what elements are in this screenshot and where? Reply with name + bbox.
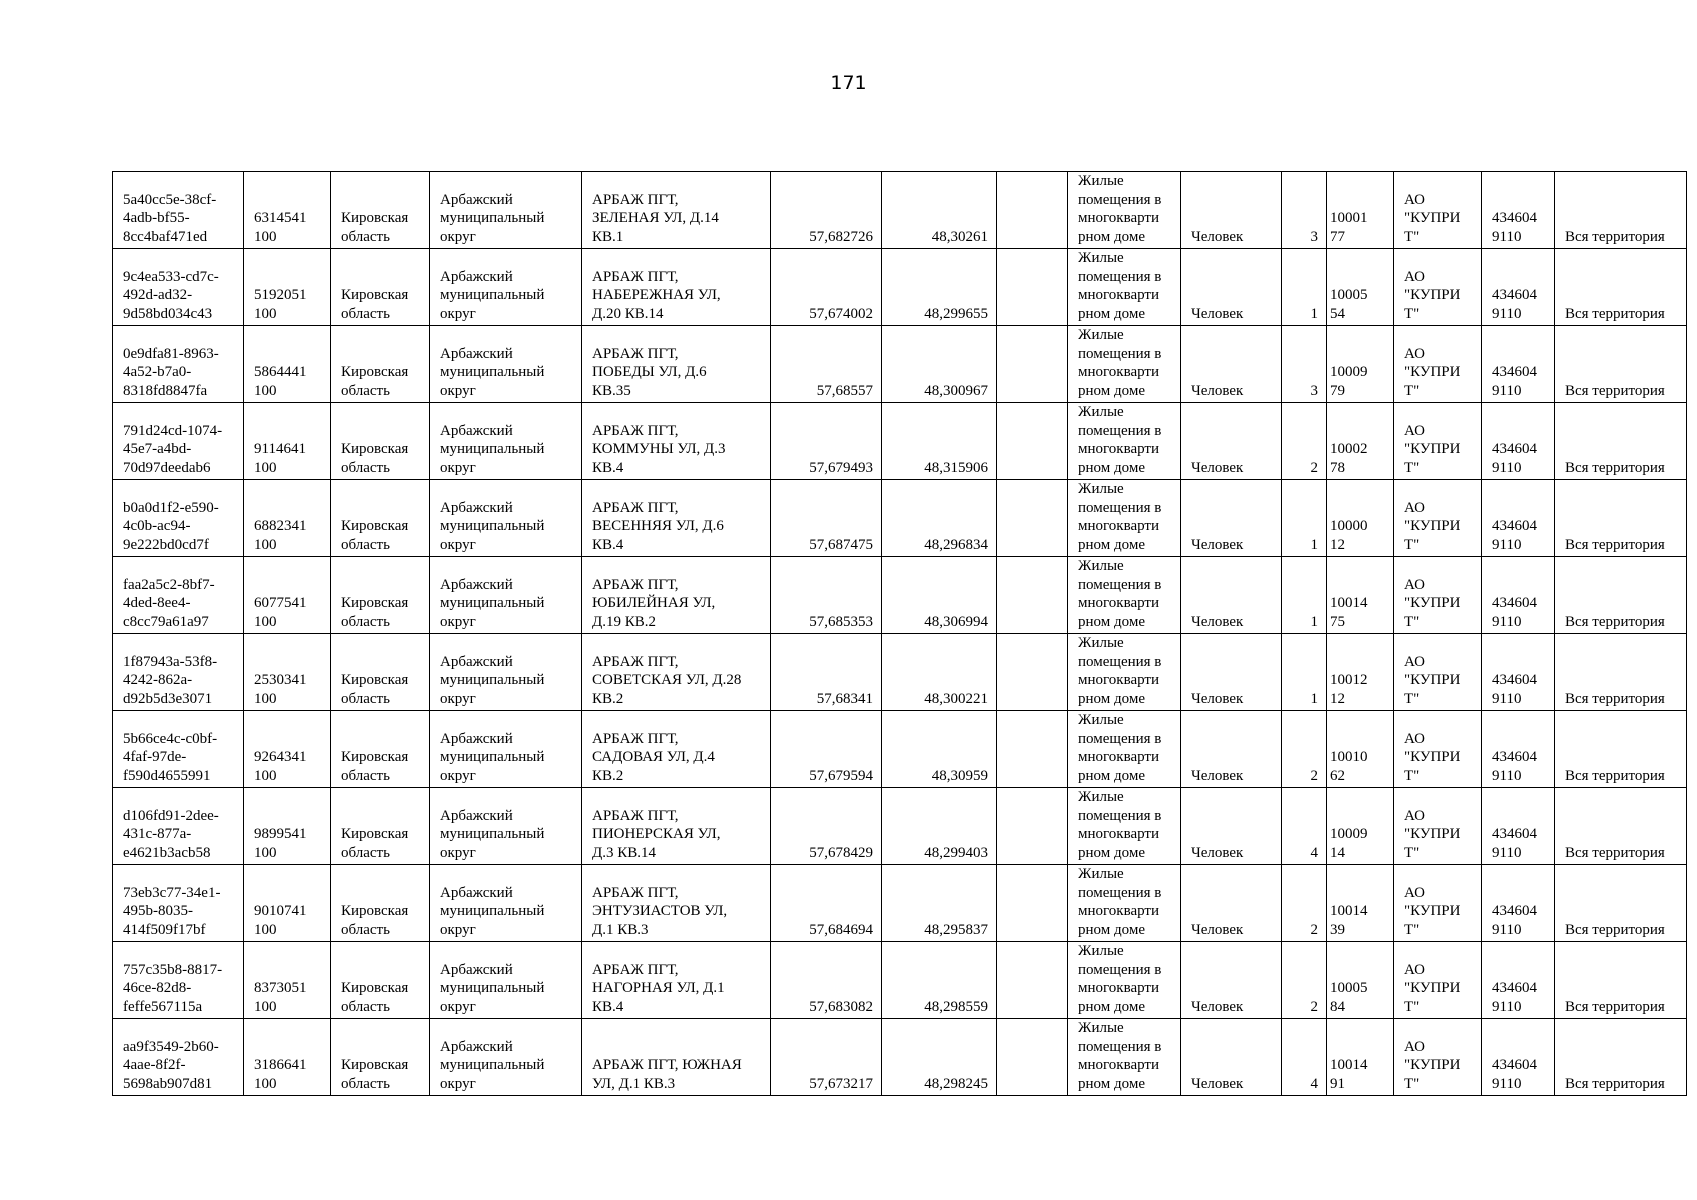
cell-empty-column xyxy=(997,788,1068,865)
cell-premises-type: Жилые помещения в многокварти рном доме xyxy=(1068,1019,1181,1096)
cell-oktmo-code: 5864441 100 xyxy=(244,326,331,403)
cell-record-id: aa9f3549-2b60- 4aae-8f2f- 5698ab907d81 xyxy=(113,1019,244,1096)
cell-person-count: 2 xyxy=(1282,865,1327,942)
cell-region: Кировская область xyxy=(331,634,430,711)
cell-empty-column xyxy=(997,711,1068,788)
cell-municipality: Арбажский муниципальный округ xyxy=(430,788,582,865)
cell-oktmo-code: 2530341 100 xyxy=(244,634,331,711)
cell-provider-inn: 434604 9110 xyxy=(1482,788,1555,865)
cell-municipality: Арбажский муниципальный округ xyxy=(430,865,582,942)
cell-latitude: 57,673217 xyxy=(771,1019,882,1096)
cell-empty-column xyxy=(997,480,1068,557)
cell-premises-type: Жилые помещения в многокварти рном доме xyxy=(1068,942,1181,1019)
cell-region: Кировская область xyxy=(331,865,430,942)
cell-oktmo-code: 9010741 100 xyxy=(244,865,331,942)
cell-provider-inn: 434604 9110 xyxy=(1482,480,1555,557)
cell-service-code: 10014 75 xyxy=(1327,557,1394,634)
cell-territory: Вся территория xyxy=(1555,788,1687,865)
cell-provider-inn: 434604 9110 xyxy=(1482,249,1555,326)
cell-record-id: 5b66ce4c-c0bf- 4faf-97de- f590d4655991 xyxy=(113,711,244,788)
table-row xyxy=(113,403,1687,480)
cell-person-count: 2 xyxy=(1282,711,1327,788)
cell-premises-type: Жилые помещения в многокварти рном доме xyxy=(1068,326,1181,403)
cell-premises-type: Жилые помещения в многокварти рном доме xyxy=(1068,249,1181,326)
table-row xyxy=(113,788,1687,865)
table-row xyxy=(113,480,1687,557)
cell-premises-type: Жилые помещения в многокварти рном доме xyxy=(1068,480,1181,557)
cell-territory: Вся территория xyxy=(1555,403,1687,480)
cell-premises-type: Жилые помещения в многокварти рном доме xyxy=(1068,557,1181,634)
cell-unit: Человек xyxy=(1181,942,1282,1019)
cell-provider-inn: 434604 9110 xyxy=(1482,634,1555,711)
cell-provider-inn: 434604 9110 xyxy=(1482,865,1555,942)
cell-longitude: 48,299655 xyxy=(882,249,997,326)
cell-service-code: 10009 14 xyxy=(1327,788,1394,865)
cell-record-id: d106fd91-2dee- 431c-877a- e4621b3acb58 xyxy=(113,788,244,865)
cell-region: Кировская область xyxy=(331,557,430,634)
cell-record-id: 757c35b8-8817- 46ce-82d8- feffe567115a xyxy=(113,942,244,1019)
cell-empty-column xyxy=(997,557,1068,634)
cell-region: Кировская область xyxy=(331,403,430,480)
cell-record-id: 9c4ea533-cd7c- 492d-ad32- 9d58bd034c43 xyxy=(113,249,244,326)
cell-empty-column xyxy=(997,249,1068,326)
cell-longitude: 48,298559 xyxy=(882,942,997,1019)
cell-provider: АО "КУПРИ Т" xyxy=(1394,326,1482,403)
cell-longitude: 48,300967 xyxy=(882,326,997,403)
cell-region: Кировская область xyxy=(331,249,430,326)
cell-person-count: 2 xyxy=(1282,942,1327,1019)
cell-territory: Вся территория xyxy=(1555,557,1687,634)
cell-provider: АО "КУПРИ Т" xyxy=(1394,403,1482,480)
cell-address: АРБАЖ ПГТ, САДОВАЯ УЛ, Д.4 КВ.2 xyxy=(582,711,771,788)
cell-empty-column xyxy=(997,172,1068,249)
cell-region: Кировская область xyxy=(331,480,430,557)
cell-municipality: Арбажский муниципальный округ xyxy=(430,249,582,326)
cell-empty-column xyxy=(997,1019,1068,1096)
cell-latitude: 57,685353 xyxy=(771,557,882,634)
cell-provider: АО "КУПРИ Т" xyxy=(1394,634,1482,711)
cell-provider: АО "КУПРИ Т" xyxy=(1394,865,1482,942)
registry-table xyxy=(112,171,1687,1096)
cell-provider: АО "КУПРИ Т" xyxy=(1394,942,1482,1019)
cell-record-id: 1f87943a-53f8- 4242-862a- d92b5d3e3071 xyxy=(113,634,244,711)
cell-municipality: Арбажский муниципальный округ xyxy=(430,557,582,634)
cell-latitude: 57,674002 xyxy=(771,249,882,326)
cell-premises-type: Жилые помещения в многокварти рном доме xyxy=(1068,788,1181,865)
cell-empty-column xyxy=(997,634,1068,711)
cell-premises-type: Жилые помещения в многокварти рном доме xyxy=(1068,172,1181,249)
cell-oktmo-code: 8373051 100 xyxy=(244,942,331,1019)
cell-region: Кировская область xyxy=(331,1019,430,1096)
cell-provider-inn: 434604 9110 xyxy=(1482,557,1555,634)
cell-latitude: 57,678429 xyxy=(771,788,882,865)
cell-longitude: 48,30959 xyxy=(882,711,997,788)
cell-longitude: 48,300221 xyxy=(882,634,997,711)
cell-oktmo-code: 5192051 100 xyxy=(244,249,331,326)
cell-provider: АО "КУПРИ Т" xyxy=(1394,557,1482,634)
cell-service-code: 10000 12 xyxy=(1327,480,1394,557)
cell-service-code: 10005 84 xyxy=(1327,942,1394,1019)
cell-record-id: 73eb3c77-34e1- 495b-8035- 414f509f17bf xyxy=(113,865,244,942)
cell-provider-inn: 434604 9110 xyxy=(1482,711,1555,788)
cell-latitude: 57,679493 xyxy=(771,403,882,480)
cell-unit: Человек xyxy=(1181,788,1282,865)
cell-service-code: 10009 79 xyxy=(1327,326,1394,403)
cell-empty-column xyxy=(997,326,1068,403)
cell-service-code: 10010 62 xyxy=(1327,711,1394,788)
cell-municipality: Арбажский муниципальный округ xyxy=(430,326,582,403)
cell-record-id: 791d24cd-1074- 45e7-a4bd- 70d97deedab6 xyxy=(113,403,244,480)
cell-provider-inn: 434604 9110 xyxy=(1482,403,1555,480)
cell-territory: Вся территория xyxy=(1555,942,1687,1019)
cell-unit: Человек xyxy=(1181,403,1282,480)
cell-oktmo-code: 3186641 100 xyxy=(244,1019,331,1096)
cell-unit: Человек xyxy=(1181,480,1282,557)
cell-longitude: 48,306994 xyxy=(882,557,997,634)
cell-person-count: 4 xyxy=(1282,788,1327,865)
cell-person-count: 3 xyxy=(1282,326,1327,403)
cell-provider-inn: 434604 9110 xyxy=(1482,172,1555,249)
cell-provider: АО "КУПРИ Т" xyxy=(1394,249,1482,326)
cell-longitude: 48,298245 xyxy=(882,1019,997,1096)
cell-territory: Вся территория xyxy=(1555,634,1687,711)
cell-address: АРБАЖ ПГТ, ЮЖНАЯ УЛ, Д.1 КВ.3 xyxy=(582,1019,771,1096)
cell-oktmo-code: 9114641 100 xyxy=(244,403,331,480)
cell-municipality: Арбажский муниципальный округ xyxy=(430,480,582,557)
cell-region: Кировская область xyxy=(331,711,430,788)
cell-region: Кировская область xyxy=(331,788,430,865)
cell-address: АРБАЖ ПГТ, СОВЕТСКАЯ УЛ, Д.28 КВ.2 xyxy=(582,634,771,711)
cell-premises-type: Жилые помещения в многокварти рном доме xyxy=(1068,711,1181,788)
cell-empty-column xyxy=(997,403,1068,480)
cell-unit: Человек xyxy=(1181,172,1282,249)
cell-municipality: Арбажский муниципальный округ xyxy=(430,172,582,249)
cell-service-code: 10002 78 xyxy=(1327,403,1394,480)
cell-address: АРБАЖ ПГТ, ПОБЕДЫ УЛ, Д.6 КВ.35 xyxy=(582,326,771,403)
cell-premises-type: Жилые помещения в многокварти рном доме xyxy=(1068,403,1181,480)
cell-unit: Человек xyxy=(1181,1019,1282,1096)
cell-unit: Человек xyxy=(1181,711,1282,788)
cell-oktmo-code: 6314541 100 xyxy=(244,172,331,249)
cell-service-code: 10014 91 xyxy=(1327,1019,1394,1096)
page-number: 171 xyxy=(830,72,867,94)
cell-territory: Вся территория xyxy=(1555,326,1687,403)
cell-person-count: 2 xyxy=(1282,403,1327,480)
cell-region: Кировская область xyxy=(331,326,430,403)
cell-address: АРБАЖ ПГТ, ЗЕЛЕНАЯ УЛ, Д.14 КВ.1 xyxy=(582,172,771,249)
cell-person-count: 4 xyxy=(1282,1019,1327,1096)
cell-premises-type: Жилые помещения в многокварти рном доме xyxy=(1068,865,1181,942)
cell-service-code: 10005 54 xyxy=(1327,249,1394,326)
table-row xyxy=(113,172,1687,249)
table-row xyxy=(113,1019,1687,1096)
cell-unit: Человек xyxy=(1181,557,1282,634)
cell-address: АРБАЖ ПГТ, ЮБИЛЕЙНАЯ УЛ, Д.19 КВ.2 xyxy=(582,557,771,634)
cell-address: АРБАЖ ПГТ, КОММУНЫ УЛ, Д.3 КВ.4 xyxy=(582,403,771,480)
cell-person-count: 1 xyxy=(1282,249,1327,326)
table-row xyxy=(113,942,1687,1019)
cell-territory: Вся территория xyxy=(1555,711,1687,788)
cell-latitude: 57,684694 xyxy=(771,865,882,942)
registry-body xyxy=(113,172,1687,1096)
cell-person-count: 3 xyxy=(1282,172,1327,249)
table-row xyxy=(113,326,1687,403)
cell-empty-column xyxy=(997,942,1068,1019)
cell-address: АРБАЖ ПГТ, ПИОНЕРСКАЯ УЛ, Д.3 КВ.14 xyxy=(582,788,771,865)
cell-person-count: 1 xyxy=(1282,480,1327,557)
cell-latitude: 57,679594 xyxy=(771,711,882,788)
cell-empty-column xyxy=(997,865,1068,942)
cell-municipality: Арбажский муниципальный округ xyxy=(430,634,582,711)
cell-territory: Вся территория xyxy=(1555,249,1687,326)
cell-region: Кировская область xyxy=(331,172,430,249)
table-row xyxy=(113,634,1687,711)
cell-unit: Человек xyxy=(1181,865,1282,942)
cell-provider: АО "КУПРИ Т" xyxy=(1394,788,1482,865)
cell-longitude: 48,296834 xyxy=(882,480,997,557)
cell-address: АРБАЖ ПГТ, НАГОРНАЯ УЛ, Д.1 КВ.4 xyxy=(582,942,771,1019)
cell-provider-inn: 434604 9110 xyxy=(1482,1019,1555,1096)
table-row xyxy=(113,557,1687,634)
cell-municipality: Арбажский муниципальный округ xyxy=(430,1019,582,1096)
cell-territory: Вся территория xyxy=(1555,480,1687,557)
cell-territory: Вся территория xyxy=(1555,172,1687,249)
cell-provider: АО "КУПРИ Т" xyxy=(1394,172,1482,249)
cell-territory: Вся территория xyxy=(1555,865,1687,942)
cell-region: Кировская область xyxy=(331,942,430,1019)
cell-municipality: Арбажский муниципальный округ xyxy=(430,942,582,1019)
cell-longitude: 48,299403 xyxy=(882,788,997,865)
cell-person-count: 1 xyxy=(1282,557,1327,634)
cell-oktmo-code: 6077541 100 xyxy=(244,557,331,634)
cell-provider-inn: 434604 9110 xyxy=(1482,326,1555,403)
cell-address: АРБАЖ ПГТ, ЭНТУЗИАСТОВ УЛ, Д.1 КВ.3 xyxy=(582,865,771,942)
cell-longitude: 48,295837 xyxy=(882,865,997,942)
cell-service-code: 10014 39 xyxy=(1327,865,1394,942)
cell-provider: АО "КУПРИ Т" xyxy=(1394,480,1482,557)
cell-record-id: 5a40cc5e-38cf- 4adb-bf55- 8cc4baf471ed xyxy=(113,172,244,249)
cell-provider: АО "КУПРИ Т" xyxy=(1394,1019,1482,1096)
cell-unit: Человек xyxy=(1181,326,1282,403)
cell-latitude: 57,687475 xyxy=(771,480,882,557)
cell-provider-inn: 434604 9110 xyxy=(1482,942,1555,1019)
cell-territory: Вся территория xyxy=(1555,1019,1687,1096)
cell-address: АРБАЖ ПГТ, НАБЕРЕЖНАЯ УЛ, Д.20 КВ.14 xyxy=(582,249,771,326)
cell-latitude: 57,683082 xyxy=(771,942,882,1019)
cell-premises-type: Жилые помещения в многокварти рном доме xyxy=(1068,634,1181,711)
cell-provider: АО "КУПРИ Т" xyxy=(1394,711,1482,788)
cell-longitude: 48,315906 xyxy=(882,403,997,480)
cell-unit: Человек xyxy=(1181,249,1282,326)
cell-record-id: b0a0d1f2-e590- 4c0b-ac94- 9e222bd0cd7f xyxy=(113,480,244,557)
cell-unit: Человек xyxy=(1181,634,1282,711)
table-row xyxy=(113,711,1687,788)
cell-oktmo-code: 6882341 100 xyxy=(244,480,331,557)
cell-record-id: faa2a5c2-8bf7- 4ded-8ee4- c8cc79a61a97 xyxy=(113,557,244,634)
cell-service-code: 10012 12 xyxy=(1327,634,1394,711)
cell-latitude: 57,68341 xyxy=(771,634,882,711)
cell-municipality: Арбажский муниципальный округ xyxy=(430,711,582,788)
cell-oktmo-code: 9264341 100 xyxy=(244,711,331,788)
cell-longitude: 48,30261 xyxy=(882,172,997,249)
cell-record-id: 0e9dfa81-8963- 4a52-b7a0- 8318fd8847fa xyxy=(113,326,244,403)
cell-municipality: Арбажский муниципальный округ xyxy=(430,403,582,480)
cell-service-code: 10001 77 xyxy=(1327,172,1394,249)
cell-address: АРБАЖ ПГТ, ВЕСЕННЯЯ УЛ, Д.6 КВ.4 xyxy=(582,480,771,557)
table-row xyxy=(113,249,1687,326)
cell-latitude: 57,68557 xyxy=(771,326,882,403)
cell-latitude: 57,682726 xyxy=(771,172,882,249)
cell-oktmo-code: 9899541 100 xyxy=(244,788,331,865)
table-row xyxy=(113,865,1687,942)
cell-person-count: 1 xyxy=(1282,634,1327,711)
